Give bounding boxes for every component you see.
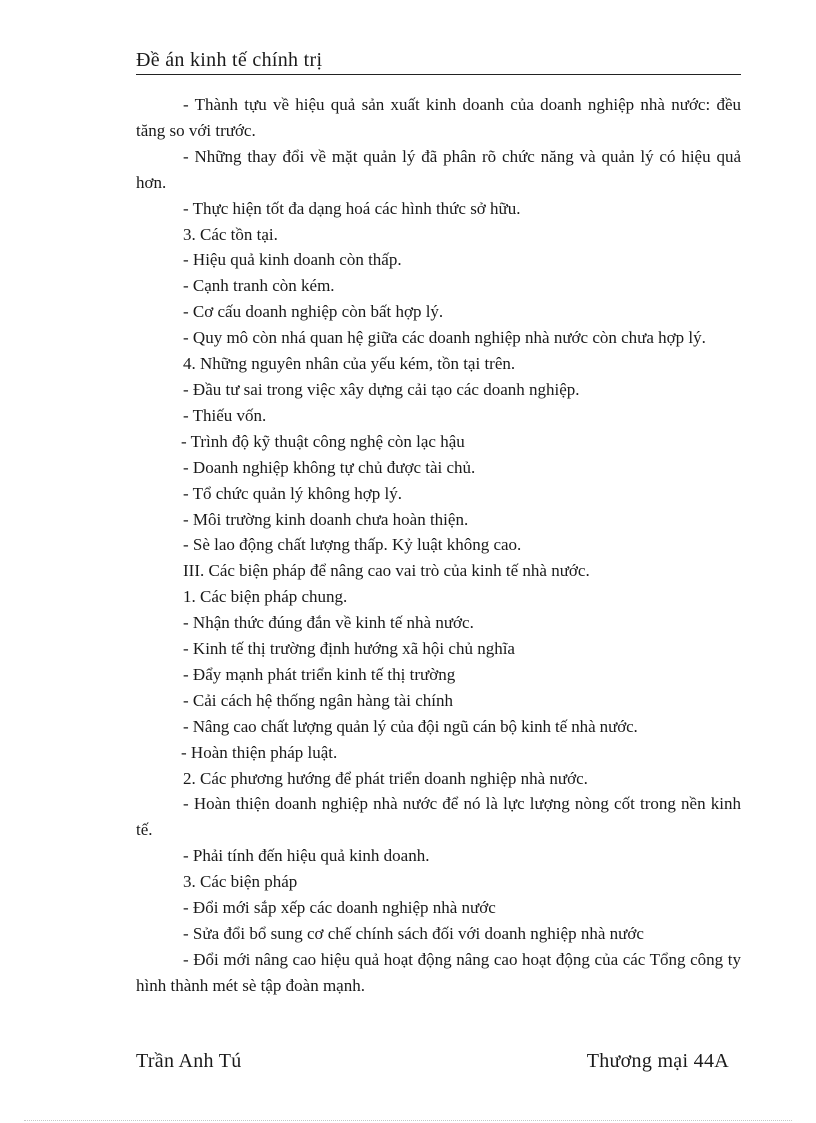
section-heading: 3. Các biện pháp [183,872,298,892]
paragraph: - Thành tựu về hiệu quả sản xuất kinh doanh của doanh nghiệp nhà nước: đều tăng so với trước. [136,95,741,140]
page-header [136,48,741,75]
paragraph: - Những thay đổi về mặt quản lý đã phân rõ chức năng và quản lý có hiệu quả hơn. [136,146,741,192]
section-heading: 4. Những nguyên nhân của yếu kém, tồn tại trên. [183,354,516,374]
paragraph: - Đổi mới sắp xếp các doanh nghiệp nhà nước [183,898,496,918]
paragraph: - Đầu tư sai trong việc xây dựng cải tạo các doanh nghiệp. [183,379,580,399]
paragraph: - Thực hiện tốt đa dạng hoá các hình thức sở hữu. [183,198,521,218]
paragraph: - Cơ cấu doanh nghiệp còn bất hợp lý. [183,302,444,322]
paragraph: - Cải cách hệ thống ngân hàng tài chính [183,690,454,710]
page-footer [136,1050,741,1078]
paragraph: - Nâng cao chất lượng quản lý của đội ngũ cán bộ kinh tế nhà nước. [183,716,638,736]
paragraph: - Môi trường kinh doanh chưa hoàn thiện. [183,509,469,529]
paragraph: - Quy mô còn nhá quan hệ giữa các doanh nghiệp nhà nước còn chưa hợp lý. [183,328,706,348]
paragraph: - Kinh tế thị trường định hướng xã hội chủ nghĩa [183,639,515,659]
paragraph: - Hiệu quả kinh doanh còn thấp. [183,250,402,270]
section-heading: 3. Các tồn tại. [183,224,278,244]
paragraph: - Hoàn thiện doanh nghiệp nhà nước để nó là lực lượng nòng cốt trong nền kinh tế. [136,794,741,840]
paragraph: - Sè lao động chất lượng thấp. Kỷ luật không cao. [183,535,522,555]
paragraph: - Hoàn thiện pháp luật. [181,742,338,762]
paragraph: - Thiếu vốn. [183,405,267,425]
page-edge-divider [24,1120,792,1121]
page-body [136,92,741,999]
paragraph: - Trình độ kỹ thuật công nghệ còn lạc hậu [181,431,465,451]
footer-class: Thương mại 44A [586,1050,729,1072]
footer-author: Trần Anh Tú [136,1050,242,1072]
paragraph: - Doanh nghiệp không tự chủ được tài chủ. [183,457,476,477]
paragraph: - Cạnh tranh còn kém. [183,276,335,296]
paragraph: - Đẩy mạnh phát triển kinh tế thị trường [183,664,456,684]
document-title: Đề án kinh tế chính trị [136,49,323,71]
section-heading: III. Các biện pháp để nâng cao vai trò của kinh tế nhà nước. [183,561,590,581]
paragraph: - Đổi mới nâng cao hiệu quả hoạt động nâng cao hoạt động của các Tổng công ty hình thành mét sè tập đoàn mạnh. [136,949,741,995]
paragraph: - Tổ chức quản lý không hợp lý. [183,483,403,503]
paragraph: - Nhận thức đúng đắn về kinh tế nhà nước. [183,613,474,633]
paragraph: - Phải tính đến hiệu quả kinh doanh. [183,846,430,866]
section-heading: 2. Các phương hướng để phát triển doanh nghiệp nhà nước. [183,768,588,788]
section-heading: 1. Các biện pháp chung. [183,587,348,607]
paragraph: - Sửa đổi bổ sung cơ chế chính sách đối với doanh nghiệp nhà nước [183,924,644,943]
